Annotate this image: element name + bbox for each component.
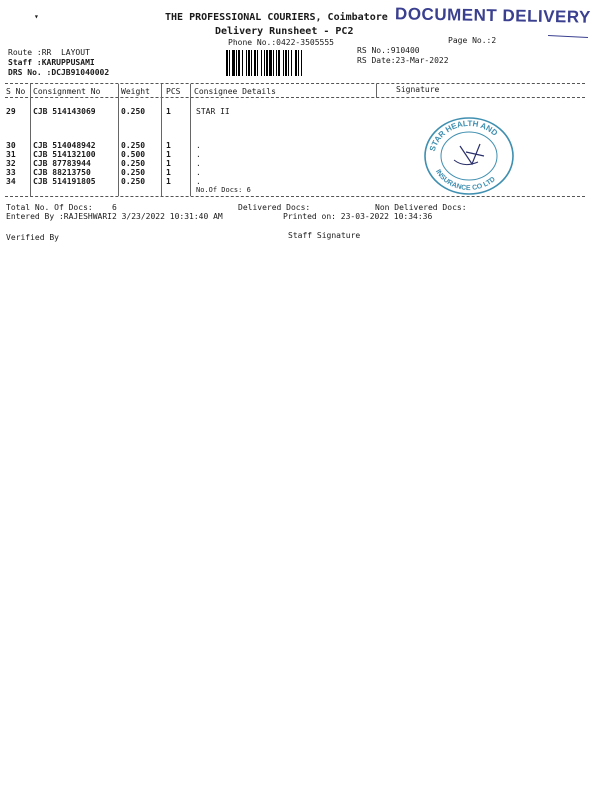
header-consignment: Consignment No	[33, 87, 101, 96]
row-sno: 33	[6, 168, 16, 177]
row-details: STAR II	[196, 107, 230, 116]
col-divider	[190, 84, 191, 196]
staff-label: Staff :KARUPPUSAMI	[8, 58, 95, 67]
barcode	[226, 50, 352, 76]
page-number: Page No.:2	[448, 36, 497, 45]
row-pcs: 1	[166, 141, 171, 150]
col-divider	[376, 84, 377, 98]
header-bottom-rule	[5, 97, 585, 98]
row-consignment: CJB 514191805	[33, 177, 96, 186]
row-sno: 32	[6, 159, 16, 168]
drs-number: DRS No. :DCJB91040002	[8, 68, 110, 77]
scan-mark: ▾	[34, 12, 39, 21]
row-consignment: CJB 514048942	[33, 141, 96, 150]
header-sno: S No	[6, 87, 26, 96]
header-consignee: Consignee Details	[194, 87, 276, 96]
row-pcs: 1	[166, 159, 171, 168]
header-weight: Weight	[121, 87, 150, 96]
non-delivered-docs: Non Delivered Docs:	[375, 203, 467, 212]
company-name: THE PROFESSIONAL COURIERS, Coimbatore	[165, 12, 388, 23]
route-label: Route :RR LAYOUT	[8, 48, 90, 57]
row-pcs: 1	[166, 107, 171, 116]
row-details: .	[196, 177, 201, 186]
rs-number: RS No.:910400	[357, 46, 420, 55]
row-consignment: CJB 514143069	[33, 107, 96, 116]
no-of-docs: No.Of Docs: 6	[196, 186, 251, 194]
row-sno: 34	[6, 177, 16, 186]
row-weight: 0.250	[121, 159, 146, 168]
row-weight: 0.250	[121, 177, 146, 186]
staff-signature: Staff Signature	[288, 231, 361, 240]
delivered-docs: Delivered Docs:	[238, 203, 311, 212]
row-sno: 30	[6, 141, 16, 150]
svg-text:STAR HEALTH AND	[428, 119, 500, 152]
seal-bottom-text: INSURANCE CO LTD	[434, 168, 497, 193]
verified-by: Verified By	[6, 233, 59, 242]
document-delivery-stamp: DOCUMENT DELIVERY	[394, 4, 591, 27]
header-pcs: PCS	[166, 87, 181, 96]
runsheet-title: Delivery Runsheet - PC2	[215, 26, 354, 37]
col-divider	[161, 84, 162, 196]
row-pcs: 1	[166, 168, 171, 177]
row-consignment: CJB 87783944	[33, 159, 91, 168]
table-bottom-rule	[5, 196, 585, 197]
row-details: .	[196, 150, 201, 159]
total-docs: Total No. Of Docs: 6	[6, 203, 117, 212]
table-top-rule	[5, 83, 585, 84]
row-pcs: 1	[166, 150, 171, 159]
row-weight: 0.250	[121, 107, 146, 116]
row-weight: 0.250	[121, 168, 146, 177]
row-weight: 0.500	[121, 150, 146, 159]
barcode-bar	[302, 50, 303, 76]
row-details: .	[196, 159, 201, 168]
stamp-underline	[548, 35, 588, 38]
col-divider	[118, 84, 119, 196]
company-seal-stamp	[422, 116, 516, 196]
row-pcs: 1	[166, 177, 171, 186]
row-consignment: CJB 514132100	[33, 150, 96, 159]
row-consignment: CJB 88213750	[33, 168, 91, 177]
seal-top-text: STAR HEALTH AND	[427, 118, 500, 153]
row-sno: 31	[6, 150, 16, 159]
printed-on: Printed on: 23-03-2022 10:34:36	[283, 212, 433, 221]
header-signature: Signature	[396, 85, 440, 94]
row-sno: 29	[6, 107, 16, 116]
row-details: .	[196, 141, 201, 150]
rs-date: RS Date:23-Mar-2022	[357, 56, 449, 65]
phone-number: Phone No.:0422-3505555	[228, 38, 334, 47]
entered-by: Entered By :RAJESHWARI2 3/23/2022 10:31:40 AM	[6, 212, 223, 221]
row-details: .	[196, 168, 201, 177]
row-weight: 0.250	[121, 141, 146, 150]
col-divider	[30, 84, 31, 196]
